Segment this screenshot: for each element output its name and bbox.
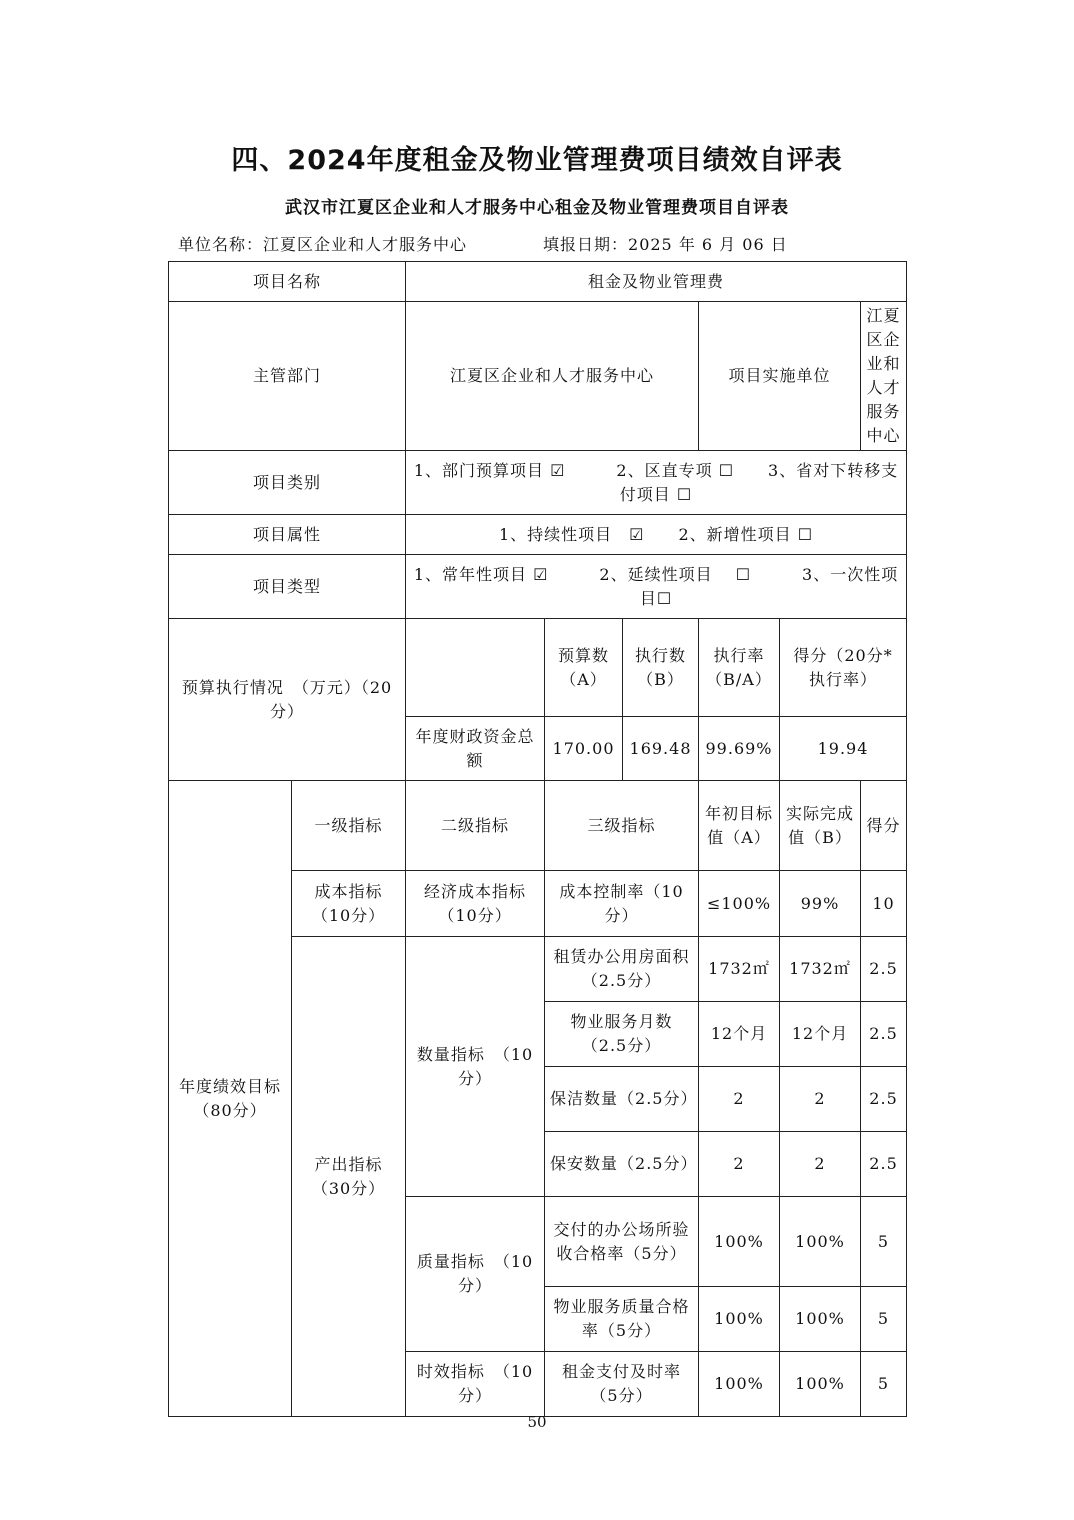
indicator-target: 2 <box>699 1067 780 1132</box>
quantity-label: 数量指标 （10分） <box>406 937 545 1197</box>
indicator-actual: 2 <box>780 1067 861 1132</box>
budget-rate-value: 99.69% <box>699 717 780 781</box>
budget-col-b: 执行数（B） <box>623 619 699 717</box>
indicator-actual: 1732㎡ <box>780 937 861 1002</box>
row-dept <box>169 302 907 451</box>
row-perf-header <box>169 781 907 871</box>
attribute-label: 项目属性 <box>169 515 406 555</box>
output-label: 产出指标（30分） <box>292 937 406 1417</box>
budget-blank <box>406 619 545 717</box>
budget-col-score: 得分（20分*执行率） <box>780 619 907 717</box>
budget-a-value: 170.00 <box>545 717 623 781</box>
perf-header-level1: 一级指标 <box>292 781 406 871</box>
project-name-label: 项目名称 <box>169 262 406 302</box>
category-value: 1、部门预算项目 ☑ 2、区直专项 ☐ 3、省对下转移支付项目 ☐ <box>406 451 907 515</box>
unit-name: 单位名称：江夏区企业和人才服务中心 <box>178 235 468 254</box>
indicator-score: 2.5 <box>861 1002 907 1067</box>
indicator-actual: 100% <box>780 1352 861 1417</box>
unit-date-line <box>178 232 788 255</box>
indicator-target: 100% <box>699 1197 780 1287</box>
attribute-value: 1、持续性项目 ☑ 2、新增性项目 ☐ <box>406 515 907 555</box>
cost-level1: 成本指标（10分） <box>292 871 406 937</box>
budget-score-value: 19.94 <box>780 717 907 781</box>
indicator-score: 2.5 <box>861 1132 907 1197</box>
indicator-name: 保安数量（2.5分） <box>545 1132 699 1197</box>
budget-label: 预算执行情况 （万元）（20分） <box>169 619 406 781</box>
impl-unit-label: 项目实施单位 <box>699 302 861 451</box>
row-category <box>169 451 907 515</box>
indicator-target: 12个月 <box>699 1002 780 1067</box>
indicator-target: 2 <box>699 1132 780 1197</box>
indicator-score: 5 <box>861 1197 907 1287</box>
cost-level3: 成本控制率（10分） <box>545 871 699 937</box>
indicator-name: 租金支付及时率（5分） <box>545 1352 699 1417</box>
impl-unit-value: 江夏区企业和人才服务中心 <box>861 302 907 451</box>
perf-header-level2: 二级指标 <box>406 781 545 871</box>
self-evaluation-table <box>168 261 907 1417</box>
table-subtitle: 武汉市江夏区企业和人才服务中心租金及物业管理费项目自评表 <box>285 198 789 218</box>
indicator-score: 2.5 <box>861 937 907 1002</box>
perf-header-target: 年初目标值（A） <box>699 781 780 871</box>
indicator-target: 100% <box>699 1287 780 1352</box>
fill-date: 填报日期：2025 年 6 月 06 日 <box>543 235 788 254</box>
type-label: 项目类型 <box>169 555 406 619</box>
indicator-score: 2.5 <box>861 1067 907 1132</box>
indicator-name: 物业服务质量合格率（5分） <box>545 1287 699 1352</box>
indicator-actual: 100% <box>780 1197 861 1287</box>
timeliness-label: 时效指标 （10分） <box>406 1352 545 1417</box>
page-number: 50 <box>527 1413 547 1431</box>
budget-col-rate: 执行率（B/A） <box>699 619 780 717</box>
row-attribute <box>169 515 907 555</box>
indicator-score: 5 <box>861 1287 907 1352</box>
cost-actual: 99% <box>780 871 861 937</box>
perf-header-level3: 三级指标 <box>545 781 699 871</box>
budget-col-a: 预算数（A） <box>545 619 623 717</box>
page-title: 四、2024年度租金及物业管理费项目绩效自评表 <box>231 145 843 176</box>
budget-row-label: 年度财政资金总额 <box>406 717 545 781</box>
budget-b-value: 169.48 <box>623 717 699 781</box>
row-type <box>169 555 907 619</box>
indicator-score: 5 <box>861 1352 907 1417</box>
indicator-name: 保洁数量（2.5分） <box>545 1067 699 1132</box>
perf-label: 年度绩效目标 （80分） <box>169 781 292 1417</box>
row-budget-header <box>169 619 907 717</box>
indicator-name: 物业服务月数（2.5分） <box>545 1002 699 1067</box>
project-name-value: 租金及物业管理费 <box>406 262 907 302</box>
type-value: 1、常年性项目 ☑ 2、延续性项目 ☐ 3、一次性项目☐ <box>406 555 907 619</box>
dept-label: 主管部门 <box>169 302 406 451</box>
perf-header-actual: 实际完成值（B） <box>780 781 861 871</box>
indicator-target: 100% <box>699 1352 780 1417</box>
perf-header-score: 得分 <box>861 781 907 871</box>
indicator-actual: 2 <box>780 1132 861 1197</box>
indicator-actual: 12个月 <box>780 1002 861 1067</box>
indicator-name: 交付的办公场所验收合格率（5分） <box>545 1197 699 1287</box>
category-label: 项目类别 <box>169 451 406 515</box>
quality-label: 质量指标 （10分） <box>406 1197 545 1352</box>
indicator-actual: 100% <box>780 1287 861 1352</box>
row-project-name <box>169 262 907 302</box>
indicator-name: 租赁办公用房面积（2.5分） <box>545 937 699 1002</box>
dept-value: 江夏区企业和人才服务中心 <box>406 302 699 451</box>
cost-score: 10 <box>861 871 907 937</box>
cost-target: ≤100% <box>699 871 780 937</box>
cost-level2: 经济成本指标（10分） <box>406 871 545 937</box>
indicator-target: 1732㎡ <box>699 937 780 1002</box>
